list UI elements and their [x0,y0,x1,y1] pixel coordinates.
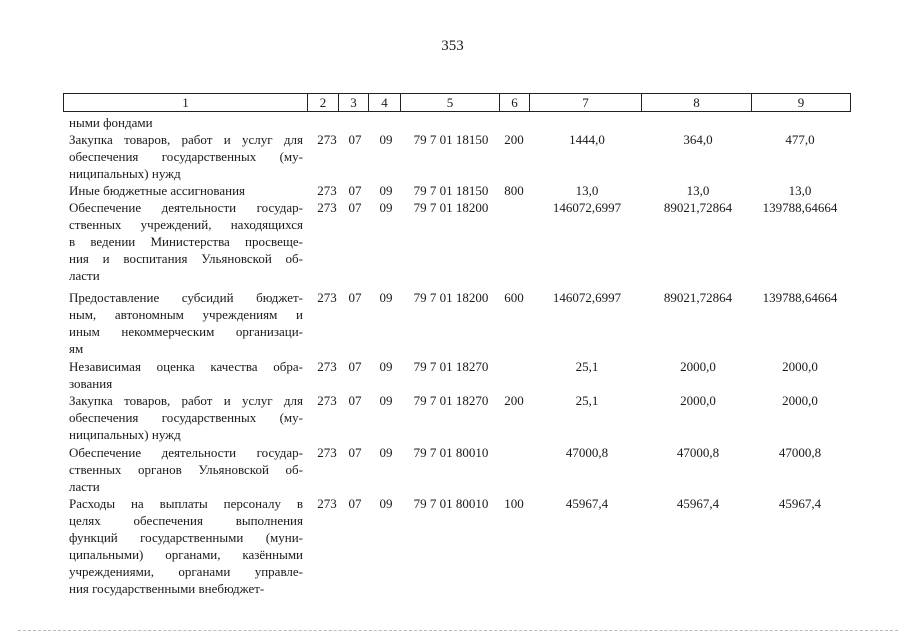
header-col-9: 9 [751,94,850,111]
cell-amount-2: 89021,72864 [663,290,733,305]
row-description [69,392,303,443]
description-line: Предоставление субсидий бюджет- [69,290,303,305]
cell-target-article: 79 7 01 18200 [413,290,489,305]
cell-code-ministry: 273 [317,393,337,408]
cell-expense-type: 100 [504,496,524,511]
cell-amount-3: 2000,0 [782,393,818,408]
cell-amount-1: 13,0 [575,183,599,198]
description-line: ным, автономным учреждениям и [69,307,303,322]
cell-expense-type: 800 [504,183,524,198]
cell-expense-type: 200 [504,393,524,408]
cell-amount-1: 47000,8 [565,445,609,460]
cell-amount-3: 13,0 [788,183,812,198]
row-description [69,495,303,597]
description-line: иным некоммерческим организаци- [69,324,303,339]
description-line: ласти [69,268,100,283]
cell-subsection: 09 [379,200,393,215]
cell-section: 07 [348,359,362,374]
page-number: 353 [441,38,464,54]
cell-code-ministry: 273 [317,496,337,511]
row-description [69,114,303,131]
cell-target-article: 79 7 01 80010 [413,496,489,511]
description-line: ниципальных) нужд [69,427,181,442]
header-col-6: 6 [499,94,529,111]
description-line: ям [69,341,84,356]
cell-amount-2: 13,0 [686,183,710,198]
cell-target-article: 79 7 01 18150 [413,132,489,147]
description-line: Закупка товаров, работ и услуг для [69,132,303,147]
description-line: Закупка товаров, работ и услуг для [69,393,303,408]
cell-subsection: 09 [379,132,393,147]
cell-target-article: 79 7 01 18270 [413,359,489,374]
description-line: учреждениями, органами управле- [69,564,303,579]
cell-section: 07 [348,183,362,198]
cell-code-ministry: 273 [317,132,337,147]
cell-amount-2: 47000,8 [676,445,720,460]
description-line: зования [69,376,113,391]
header-col-8: 8 [641,94,751,111]
cell-amount-1: 25,1 [575,359,599,374]
header-col-2: 2 [307,94,338,111]
description-line: обеспечения государственных (му- [69,149,303,164]
description-line: целях обеспечения выполнения [69,513,303,528]
cell-amount-3: 2000,0 [782,359,818,374]
cell-section: 07 [348,132,362,147]
cell-amount-2: 2000,0 [680,393,716,408]
cell-target-article: 79 7 01 80010 [413,445,489,460]
cell-amount-2: 2000,0 [680,359,716,374]
cell-amount-1: 146072,6997 [552,290,622,305]
row-description [69,182,303,199]
cell-subsection: 09 [379,445,393,460]
cell-code-ministry: 273 [317,183,337,198]
description-line: Обеспечение деятельности государ- [69,445,303,460]
cell-subsection: 09 [379,359,393,374]
cell-amount-1: 1444,0 [569,132,605,147]
description-line: ными фондами [69,115,153,130]
description-line: ласти [69,479,100,494]
description-line: Расходы на выплаты персоналу в [69,496,303,511]
cell-expense-type: 200 [504,132,524,147]
cell-amount-3: 139788,64664 [762,200,838,215]
description-line: ния и воспитания Ульяновской об- [69,251,303,266]
cell-target-article: 79 7 01 18200 [413,200,489,215]
cell-amount-3: 139788,64664 [762,290,838,305]
row-description [69,131,303,182]
table-header [63,93,851,112]
row-description [69,289,303,357]
description-line: ственных органов Ульяновской об- [69,462,303,477]
cell-amount-1: 45967,4 [565,496,609,511]
row-description [69,444,303,495]
description-line: обеспечения государственных (му- [69,410,303,425]
description-line: ниципальных) нужд [69,166,181,181]
cell-code-ministry: 273 [317,445,337,460]
row-description [69,199,303,284]
description-line: ния государственными внебюджет- [69,581,265,596]
cell-amount-1: 146072,6997 [552,200,622,215]
description-line: Независимая оценка качества обра- [69,359,303,374]
header-col-5: 5 [400,94,499,111]
cell-code-ministry: 273 [317,290,337,305]
cell-amount-2: 89021,72864 [663,200,733,215]
header-col-1: 1 [182,95,189,110]
description-line: функций государственными (муни- [69,530,303,545]
page-bottom-edge [18,630,898,632]
cell-section: 07 [348,290,362,305]
cell-code-ministry: 273 [317,359,337,374]
cell-amount-3: 477,0 [785,132,815,147]
cell-target-article: 79 7 01 18270 [413,393,489,408]
description-line: ственных учреждений, находящихся [69,217,303,232]
cell-expense-type: 600 [504,290,524,305]
cell-amount-2: 364,0 [683,132,713,147]
cell-amount-1: 25,1 [575,393,599,408]
cell-subsection: 09 [379,393,393,408]
cell-amount-3: 47000,8 [778,445,822,460]
description-line: Иные бюджетные ассигнования [69,183,246,198]
header-col-4: 4 [368,94,400,111]
cell-amount-2: 45967,4 [676,496,720,511]
cell-amount-3: 45967,4 [778,496,822,511]
cell-target-article: 79 7 01 18150 [413,183,489,198]
description-line: ципальными) органами, казёнными [69,547,303,562]
row-description [69,358,303,392]
cell-code-ministry: 273 [317,200,337,215]
cell-section: 07 [348,200,362,215]
description-line: Обеспечение деятельности государ- [69,200,303,215]
cell-subsection: 09 [379,183,393,198]
cell-section: 07 [348,496,362,511]
cell-section: 07 [348,445,362,460]
header-col-7: 7 [529,94,641,111]
header-col-3: 3 [338,94,368,111]
cell-subsection: 09 [379,290,393,305]
cell-section: 07 [348,393,362,408]
cell-subsection: 09 [379,496,393,511]
description-line: в ведении Министерства просвеще- [69,234,303,249]
